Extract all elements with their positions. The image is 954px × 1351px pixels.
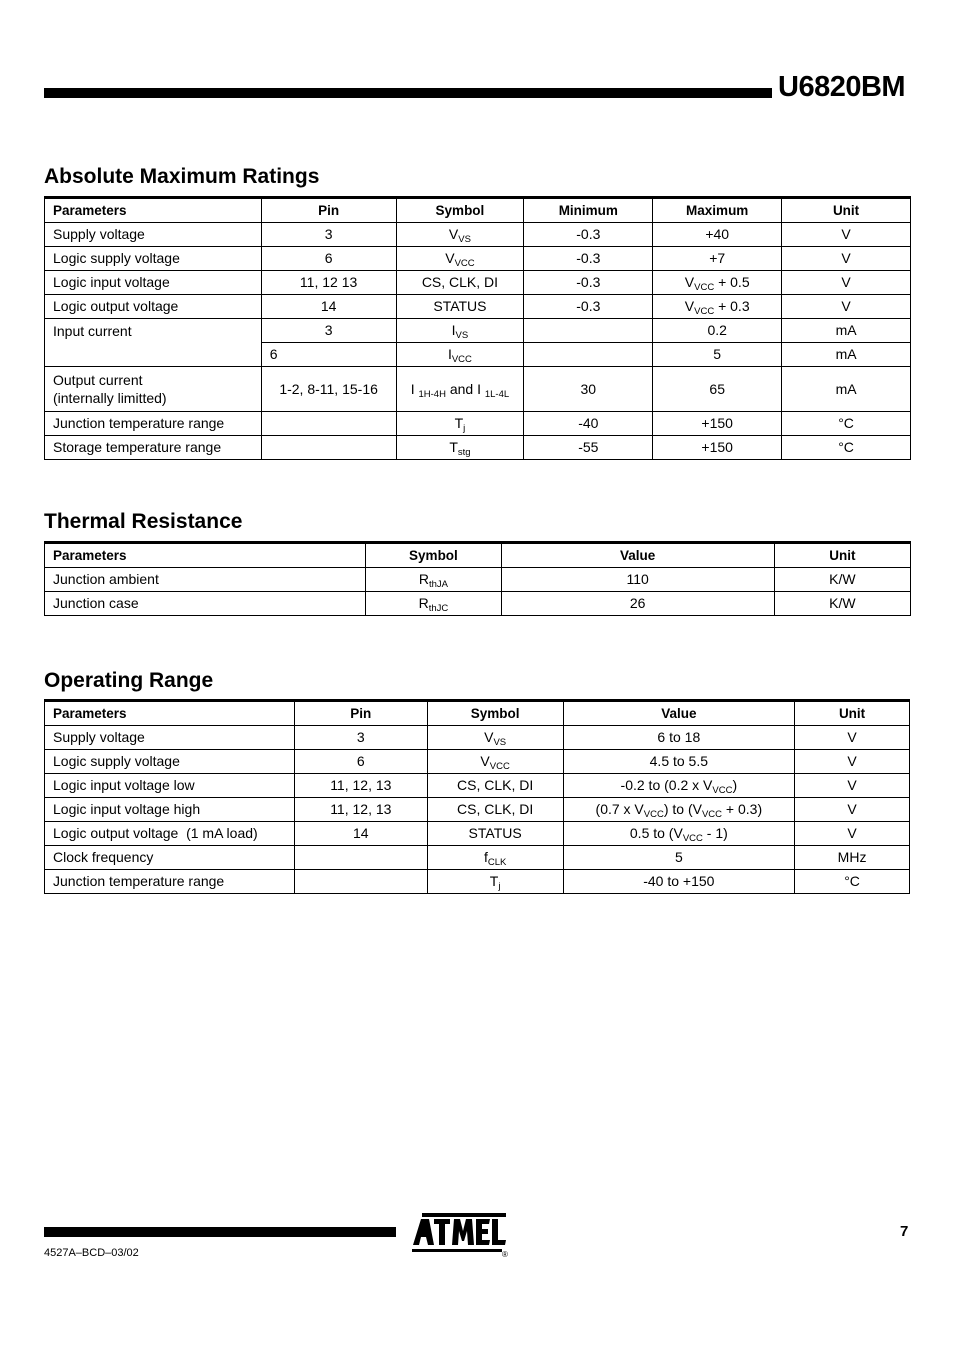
column-header: Symbol bbox=[427, 701, 563, 726]
unit-cell: °C bbox=[782, 412, 911, 436]
unit-cell: V bbox=[795, 774, 910, 798]
column-header: Unit bbox=[774, 543, 910, 568]
max-cell: +150 bbox=[653, 436, 782, 460]
symbol-cell: $T_j$ bbox=[396, 412, 524, 436]
unit-cell: V bbox=[782, 295, 911, 319]
param-cell: Logic input voltage low bbox=[45, 774, 295, 798]
column-header: Unit bbox=[795, 701, 910, 726]
unit-cell: V bbox=[795, 726, 910, 750]
param-cell: Logic output voltage bbox=[45, 295, 262, 319]
table-row bbox=[45, 798, 910, 822]
table-row bbox=[45, 247, 911, 271]
pin-cell: 14 bbox=[261, 295, 396, 319]
thermal-table bbox=[44, 541, 911, 616]
unit-cell: V bbox=[795, 822, 910, 846]
page-number: 7 bbox=[900, 1223, 909, 1240]
symbol-cell: $f_{CLK}$ bbox=[427, 846, 563, 870]
column-header: Pin bbox=[294, 701, 427, 726]
value-cell: 5 bbox=[563, 846, 795, 870]
param-cell: Supply voltage bbox=[45, 726, 295, 750]
unit-cell: MHz bbox=[795, 846, 910, 870]
param-cell: Logic supply voltage bbox=[45, 750, 295, 774]
symbol-cell: STATUS bbox=[427, 822, 563, 846]
unit-cell: °C bbox=[795, 870, 910, 894]
pin-cell: 6 bbox=[261, 247, 396, 271]
column-header: Parameters bbox=[45, 543, 366, 568]
pin-cell: 11, 12, 13 bbox=[294, 798, 427, 822]
oprange-title: Operating Range bbox=[44, 669, 214, 692]
document-code: 4527A–BCD–03/02 bbox=[44, 1247, 139, 1259]
param-cell: Logic supply voltage bbox=[45, 247, 262, 271]
value-cell: 6 to 18 bbox=[563, 726, 795, 750]
param-cell: Input current bbox=[45, 319, 262, 367]
symbol-cell: $V_{VCC}$ bbox=[427, 750, 563, 774]
unit-cell: mA bbox=[782, 367, 911, 412]
value-cell: 0.5 to $(V_{VCC} - 1)$ bbox=[563, 822, 795, 846]
table-row bbox=[45, 846, 910, 870]
pin-cell bbox=[294, 846, 427, 870]
pin-cell: 3 bbox=[294, 726, 427, 750]
header-rule bbox=[44, 88, 772, 98]
unit-cell: mA bbox=[782, 343, 911, 367]
param-cell: Supply voltage bbox=[45, 223, 262, 247]
table-row bbox=[45, 271, 911, 295]
pin-cell: 11, 12, 13 bbox=[294, 774, 427, 798]
max-cell: 5 bbox=[653, 343, 782, 367]
min-cell bbox=[524, 319, 653, 343]
thermal-title: Thermal Resistance bbox=[44, 510, 243, 533]
table-row bbox=[45, 592, 911, 616]
table-row bbox=[45, 436, 911, 460]
min-cell: -0.3 bbox=[524, 247, 653, 271]
min-cell: -40 bbox=[524, 412, 653, 436]
symbol-cell: STATUS bbox=[396, 295, 524, 319]
footer-rule bbox=[44, 1227, 396, 1237]
pin-cell bbox=[261, 436, 396, 460]
unit-cell: V bbox=[782, 247, 911, 271]
column-header: Symbol bbox=[396, 198, 524, 223]
unit-cell: °C bbox=[782, 436, 911, 460]
value-cell: -0.2 to (0.2 x $V_{VCC}$) bbox=[563, 774, 795, 798]
oprange-table bbox=[44, 699, 910, 894]
unit-cell: V bbox=[795, 750, 910, 774]
min-cell: 30 bbox=[524, 367, 653, 412]
max-cell: $V_{VCC} + 0.3$ bbox=[653, 295, 782, 319]
table-row bbox=[45, 822, 910, 846]
min-cell: -0.3 bbox=[524, 223, 653, 247]
param-cell: Output current (internally limitted) bbox=[45, 367, 262, 412]
param-cell: Junction temperature range bbox=[45, 870, 295, 894]
column-header: Value bbox=[501, 543, 774, 568]
table-row bbox=[45, 726, 910, 750]
param-cell: Junction case bbox=[45, 592, 366, 616]
pin-cell: 6 bbox=[261, 343, 396, 367]
symbol-cell: $R_{thJC}$ bbox=[366, 592, 501, 616]
max-cell: $V_{VCC} + 0.5$ bbox=[653, 271, 782, 295]
param-cell: Logic output voltage (1 mA load) bbox=[45, 822, 295, 846]
unit-cell: mA bbox=[782, 319, 911, 343]
column-header: Unit bbox=[782, 198, 911, 223]
column-header: Value bbox=[563, 701, 795, 726]
amr-table bbox=[44, 196, 911, 460]
param-cell: Junction ambient bbox=[45, 568, 366, 592]
symbol-cell: CS, CLK, DI bbox=[427, 798, 563, 822]
unit-cell: K/W bbox=[774, 592, 910, 616]
max-cell: +7 bbox=[653, 247, 782, 271]
column-header: Pin bbox=[261, 198, 396, 223]
max-cell: +150 bbox=[653, 412, 782, 436]
symbol-cell: $T_j$ bbox=[427, 870, 563, 894]
unit-cell: K/W bbox=[774, 568, 910, 592]
max-cell: 0.2 bbox=[653, 319, 782, 343]
pin-cell: 1-2, 8-11, 15-16 bbox=[261, 367, 396, 412]
unit-cell: V bbox=[795, 798, 910, 822]
pin-cell bbox=[261, 412, 396, 436]
table-row bbox=[45, 750, 910, 774]
table-row bbox=[45, 319, 911, 343]
max-cell: 65 bbox=[653, 367, 782, 412]
column-header: Minimum bbox=[524, 198, 653, 223]
value-cell: -40 to +150 bbox=[563, 870, 795, 894]
param-cell: Clock frequency bbox=[45, 846, 295, 870]
table-header-row bbox=[45, 543, 911, 568]
max-cell: +40 bbox=[653, 223, 782, 247]
table-row bbox=[45, 870, 910, 894]
pin-cell: 6 bbox=[294, 750, 427, 774]
column-header: Parameters bbox=[45, 701, 295, 726]
symbol-cell: $V_{VCC}$ bbox=[396, 247, 524, 271]
amr-title: Absolute Maximum Ratings bbox=[44, 165, 320, 188]
symbol-cell: CS, CLK, DI bbox=[396, 271, 524, 295]
pin-cell: 11, 12 13 bbox=[261, 271, 396, 295]
table-header-row bbox=[45, 701, 910, 726]
symbol-cell: $I_{VCC}$ bbox=[396, 343, 524, 367]
unit-cell: V bbox=[782, 223, 911, 247]
symbol-cell: $T_{stg}$ bbox=[396, 436, 524, 460]
symbol-cell: $I_{VS}$ bbox=[396, 319, 524, 343]
value-cell: 26 bbox=[501, 592, 774, 616]
table-header-row bbox=[45, 198, 911, 223]
table-row bbox=[45, 295, 911, 319]
pin-cell: 3 bbox=[261, 223, 396, 247]
table-row bbox=[45, 412, 911, 436]
min-cell: -55 bbox=[524, 436, 653, 460]
value-cell: (0.7 x $V_{VCC}$) to $(V_{VCC} + 0.3)$ bbox=[563, 798, 795, 822]
symbol-cell: $V_{VS}$ bbox=[396, 223, 524, 247]
param-cell: Logic input voltage bbox=[45, 271, 262, 295]
column-header: Parameters bbox=[45, 198, 262, 223]
table-row bbox=[45, 223, 911, 247]
table-row bbox=[45, 367, 911, 412]
min-cell bbox=[524, 343, 653, 367]
table-row bbox=[45, 568, 911, 592]
param-cell: Junction temperature range bbox=[45, 412, 262, 436]
param-cell: Logic input voltage high bbox=[45, 798, 295, 822]
table-row bbox=[45, 774, 910, 798]
registered-mark: ® bbox=[502, 1250, 508, 1259]
symbol-cell: CS, CLK, DI bbox=[427, 774, 563, 798]
pin-cell: 14 bbox=[294, 822, 427, 846]
pin-cell: 3 bbox=[261, 319, 396, 343]
unit-cell: V bbox=[782, 271, 911, 295]
pin-cell bbox=[294, 870, 427, 894]
column-header: Symbol bbox=[366, 543, 501, 568]
column-header: Maximum bbox=[653, 198, 782, 223]
symbol-cell: $R_{thJA}$ bbox=[366, 568, 501, 592]
value-cell: 4.5 to 5.5 bbox=[563, 750, 795, 774]
atmel-logo bbox=[408, 1209, 512, 1264]
min-cell: -0.3 bbox=[524, 295, 653, 319]
param-cell: Storage temperature range bbox=[45, 436, 262, 460]
symbol-cell: I $_{1H-4H}$ and I $_{1L-4L}$ bbox=[396, 367, 524, 412]
value-cell: 110 bbox=[501, 568, 774, 592]
symbol-cell: $V_{VS}$ bbox=[427, 726, 563, 750]
document-title: U6820BM bbox=[778, 71, 906, 103]
min-cell: -0.3 bbox=[524, 271, 653, 295]
